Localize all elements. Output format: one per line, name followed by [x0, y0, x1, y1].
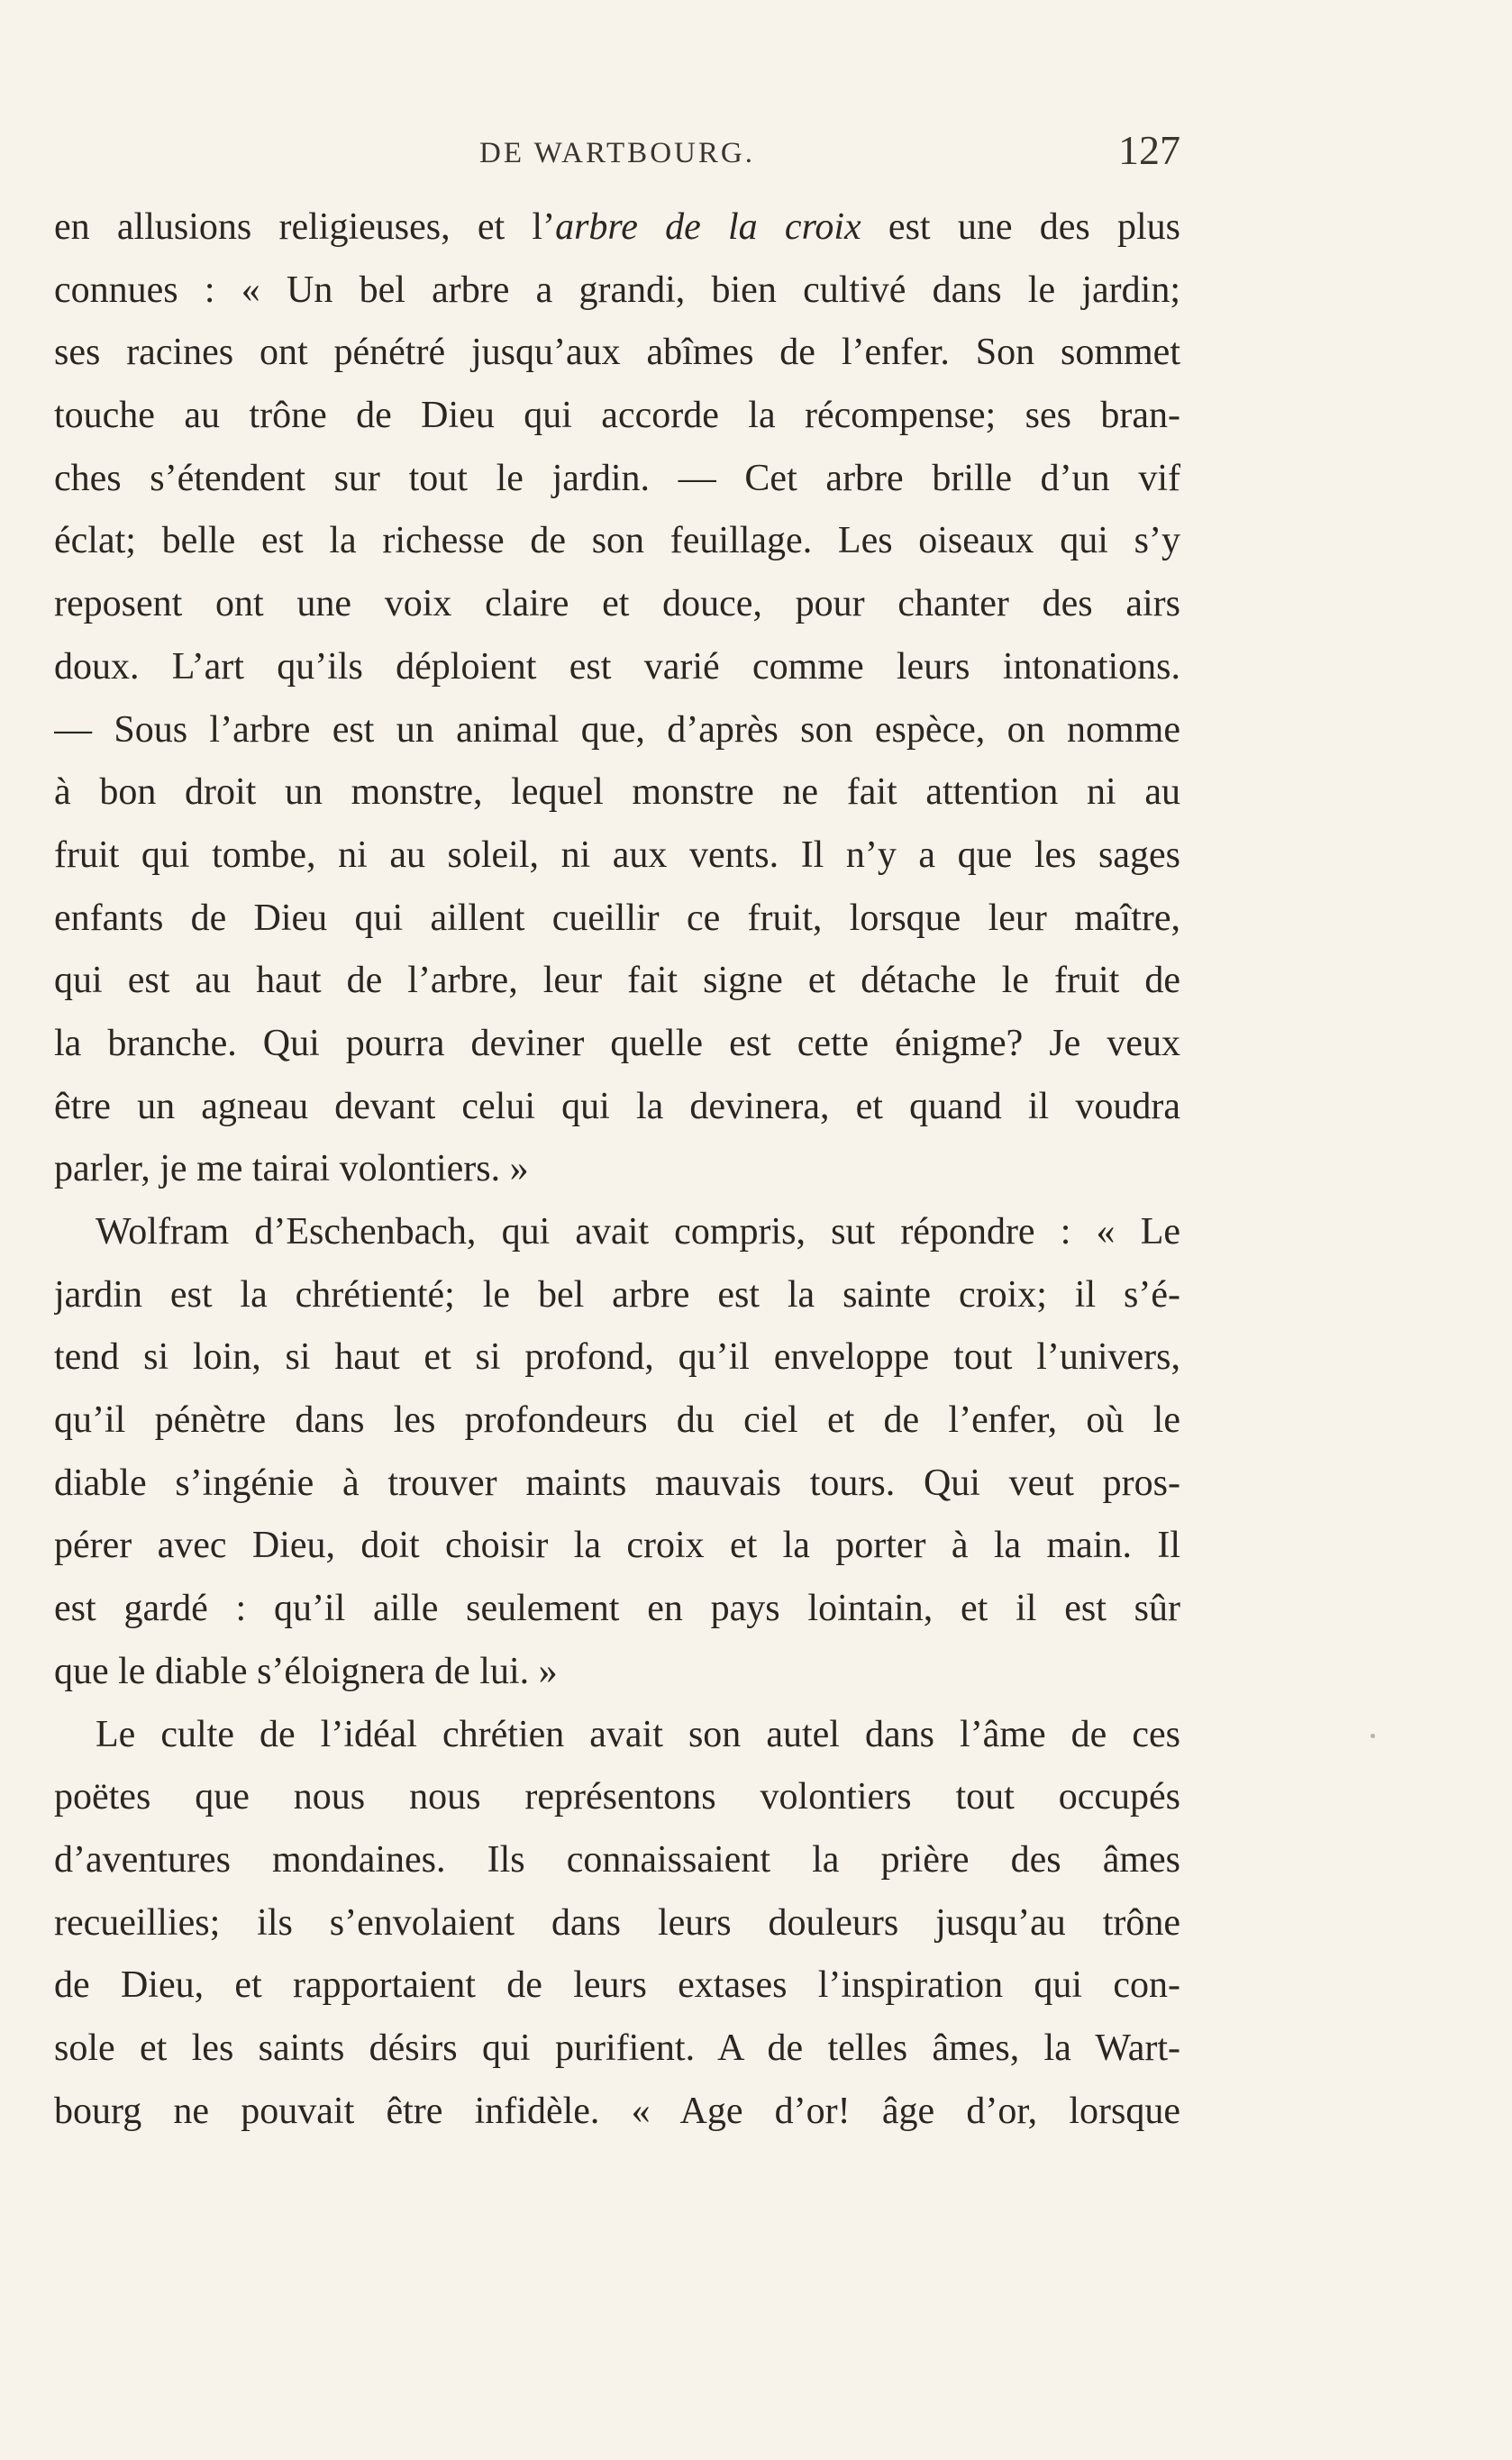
text-line: — Sous l’arbre est un animal que, d’après son espèce, on nomme: [54, 708, 1180, 751]
text-line: qui est au haut de l’arbre, leur fait signe et détache le fruit de: [54, 960, 1180, 1002]
text-line: à bon droit un monstre, lequel monstre ne fait attention ni au: [54, 771, 1180, 814]
text-line: que le diable s’éloignera de lui. »: [54, 1650, 558, 1692]
page-number: 127: [1118, 127, 1180, 173]
text-line: de Dieu, et rapportaient de leurs extases l’inspiration qui con-: [54, 1964, 1180, 2007]
body-text: [54, 196, 1180, 2143]
text-line: être un agneau devant celui qui la devinera, et quand il voudra: [54, 1085, 1180, 1127]
text-line: en allusions religieuses, et l’arbre de la croix est une des plus: [54, 206, 1180, 248]
text-line: reposent ont une voix claire et douce, pour chanter des airs: [54, 583, 1180, 625]
text-line: poëtes que nous nous représentons volontiers tout occupés: [54, 1776, 1180, 1818]
italic-phrase: arbre de la croix: [555, 206, 861, 248]
text-line: connues : « Un bel arbre a grandi, bien cultivé dans le jardin;: [54, 269, 1180, 311]
text-line: ches s’étendent sur tout le jardin. — Cet arbre brille d’un vif: [54, 457, 1180, 499]
text-line: touche au trône de Dieu qui accorde la récompense; ses bran-: [54, 395, 1180, 437]
running-title: DE WARTBOURG.: [479, 137, 755, 169]
paragraph-start-line: Wolfram d’Eschenbach, qui avait compris, sut répondre : « Le: [96, 1211, 1180, 1253]
text-line: d’aventures mondaines. Ils connaissaient la prière des âmes: [54, 1838, 1180, 1881]
text-line: fruit qui tombe, ni au soleil, ni aux vents. Il n’y a que les sages: [54, 834, 1180, 876]
text-line: est gardé : qu’il aille seulement en pays lointain, et il est sûr: [54, 1588, 1180, 1630]
text-line: bourg ne pouvait être infidèle. « Age d’or! âge d’or, lorsque: [54, 2090, 1180, 2132]
text-line: qu’il pénètre dans les profondeurs du ciel et de l’enfer, où le: [54, 1399, 1180, 1442]
text-line: recueillies; ils s’envolaient dans leurs douleurs jusqu’au trône: [54, 1901, 1180, 1944]
text-line: enfants de Dieu qui aillent cueillir ce fruit, lorsque leur maître,: [54, 897, 1180, 939]
text-line: diable s’ingénie à trouver maints mauvais tours. Qui veut pros-: [54, 1462, 1180, 1504]
text-line: ses racines ont pénétré jusqu’aux abîmes de l’enfer. Son sommet: [54, 332, 1180, 374]
paper-speck: [1371, 1734, 1375, 1738]
running-head: [54, 126, 1180, 180]
text-line: sole et les saints désirs qui purifient. A de telles âmes, la Wart-: [54, 2027, 1180, 2069]
text-line: doux. L’art qu’ils déploient est varié comme leurs intonations.: [54, 645, 1180, 688]
paragraph-start-line: Le culte de l’idéal chrétien avait son autel dans l’âme de ces: [96, 1713, 1180, 1755]
text-line: tend si loin, si haut et si profond, qu’il enveloppe tout l’univers,: [54, 1336, 1180, 1379]
text-line: pérer avec Dieu, doit choisir la croix et la porter à la main. Il: [54, 1525, 1180, 1567]
text-line: jardin est la chrétienté; le bel arbre est la sainte croix; il s’é-: [54, 1273, 1180, 1316]
text-line: la branche. Qui pourra deviner quelle est cette énigme? Je veux: [54, 1022, 1180, 1064]
text-line: éclat; belle est la richesse de son feuillage. Les oiseaux qui s’y: [54, 520, 1180, 562]
text-line: parler, je me tairai volontiers. »: [54, 1148, 529, 1190]
